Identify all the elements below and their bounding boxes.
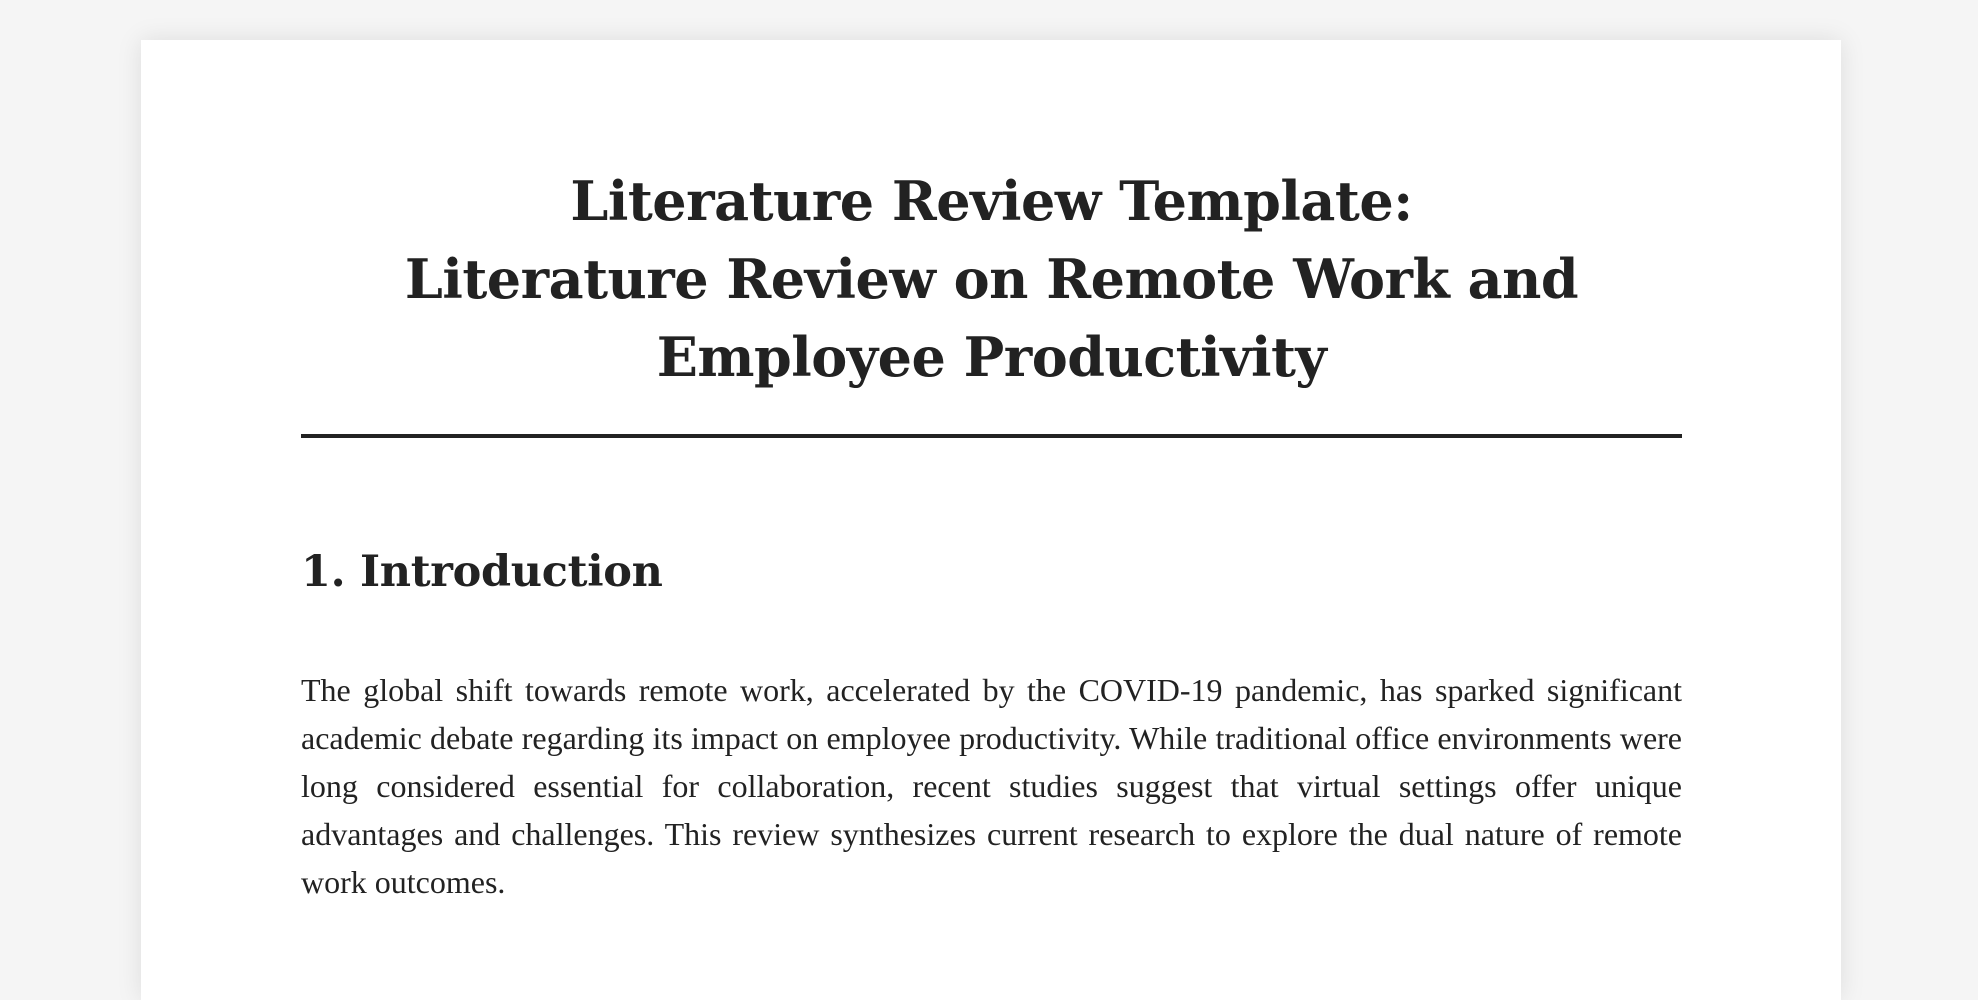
title-line-2: Literature Review on Remote Work and (404, 247, 1579, 311)
title-line-1: Literature Review Template: (570, 169, 1413, 233)
introduction-paragraph: The global shift towards remote work, accelerated by the COVID-19 pandemic, has sparked significant academic debate regarding its impact on employee productivity. While traditional office environments were long considered essential for collaboration, recent studies suggest that virtual settings offer unique advantages and challenges. This review synthesizes current research to explore the dual nature of remote work outcomes. (301, 672, 1682, 900)
document-title (301, 162, 1682, 396)
section-heading-introduction: 1. Introduction (301, 547, 663, 597)
title-divider (301, 434, 1682, 438)
document-page (141, 40, 1841, 1000)
title-line-3: Employee Productivity (656, 325, 1327, 389)
